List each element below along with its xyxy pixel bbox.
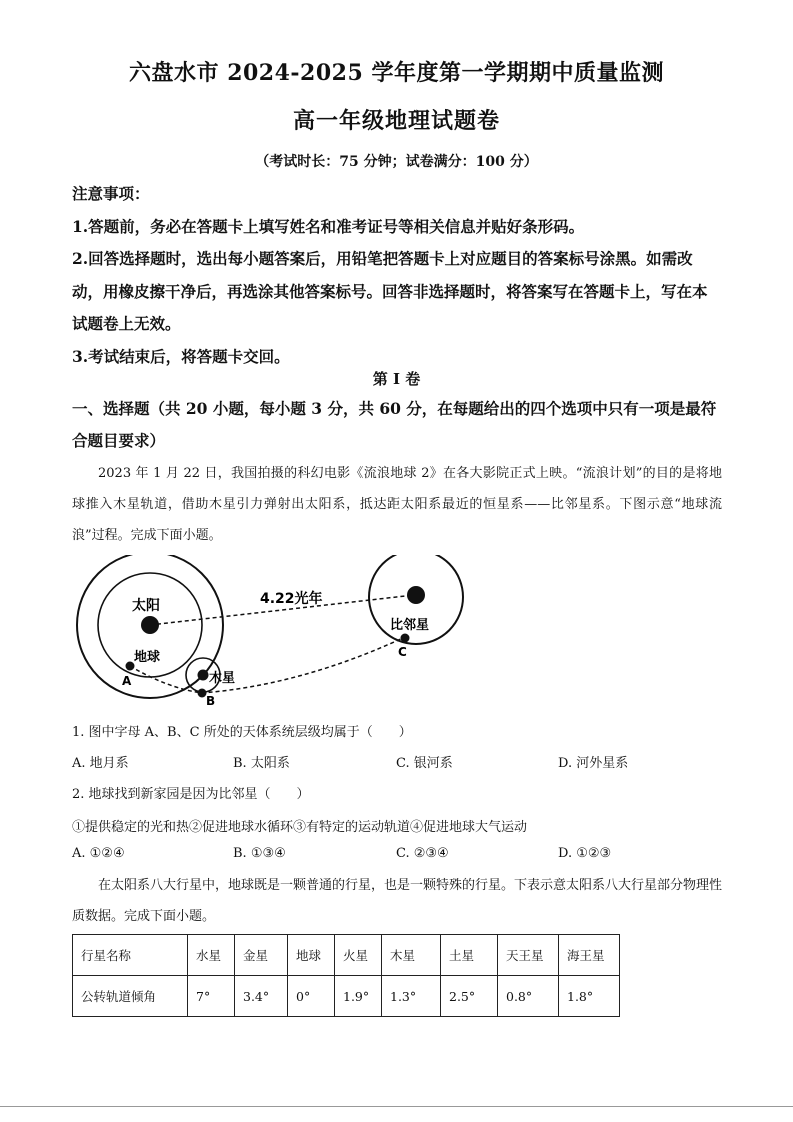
table-cell: 0° bbox=[288, 976, 335, 1017]
notes-item-1: 1.答题前，务必在答题卡上填写姓名和准考证号等相关信息并贴好条形码。 bbox=[72, 216, 585, 236]
section-heading: 一、选择题（共 20 小题，每小题 3 分，共 60 分，在每题给出的四个选项中只有一项是最符合题目要求） bbox=[72, 399, 717, 450]
q1-stem: 1. 图中字母 A、B、C 所处的天体系统层级均属于（ ） bbox=[72, 725, 412, 740]
point-c-label: C bbox=[398, 645, 407, 659]
distance-label: 4.22光年 bbox=[260, 591, 323, 607]
point-a-label: A bbox=[122, 674, 132, 688]
earth-label: 地球 bbox=[134, 650, 161, 665]
notes-heading: 注意事项： bbox=[72, 184, 150, 203]
table-cell: 3.4° bbox=[235, 976, 288, 1017]
notes-section bbox=[72, 178, 720, 373]
table-row bbox=[73, 976, 620, 1017]
point-c-dot bbox=[401, 634, 410, 643]
exam-info: （考试时长：75 分钟；试卷满分：100 分） bbox=[255, 154, 538, 170]
table-cell: 天王星 bbox=[498, 935, 559, 976]
sun-dot bbox=[141, 616, 159, 634]
exam-subtitle: 高一年级地理试题卷 bbox=[292, 108, 500, 134]
table-cell: 木星 bbox=[382, 935, 441, 976]
table-cell: 土星 bbox=[441, 935, 498, 976]
table-cell: 1.9° bbox=[335, 976, 382, 1017]
proxima-label: 比邻星 bbox=[390, 618, 430, 633]
table-header-row bbox=[73, 935, 620, 976]
q1-option-c: C. 银河系 bbox=[396, 756, 453, 771]
q2-stem: 2. 地球找到新家园是因为比邻星（ ） bbox=[72, 787, 310, 802]
table-cell: 7° bbox=[188, 976, 235, 1017]
page-bottom-rule bbox=[0, 1106, 793, 1107]
q2-option-d: D. ①②③ bbox=[558, 846, 612, 861]
q2-option-a: A. ①②④ bbox=[72, 846, 125, 861]
table-cell: 水星 bbox=[188, 935, 235, 976]
point-b-label: B bbox=[206, 694, 216, 705]
table-cell: 金星 bbox=[235, 935, 288, 976]
exam-title: 六盘水市 2024-2025 学年度第一学期期中质量监测 bbox=[129, 60, 664, 86]
volume-label: 第 I 卷 bbox=[372, 370, 421, 388]
q1-option-d: D. 河外星系 bbox=[558, 756, 629, 771]
q1-option-b: B. 太阳系 bbox=[233, 756, 290, 771]
notes-item-3: 3.考试结束后，将答题卡交回。 bbox=[72, 346, 290, 366]
proxima-dot bbox=[407, 586, 425, 604]
q2-option-b: B. ①③④ bbox=[233, 846, 286, 861]
planet-table bbox=[72, 934, 620, 1017]
jupiter-dot bbox=[198, 670, 209, 681]
q2-items: ①提供稳定的光和热②促进地球水循环③有特定的运动轨道④促进地球大气运动 bbox=[72, 820, 528, 835]
table-cell: 0.8° bbox=[498, 976, 559, 1017]
table-cell: 行星名称 bbox=[73, 935, 188, 976]
table-cell: 公转轨道倾角 bbox=[73, 976, 188, 1017]
passage-2: 在太阳系八大行星中，地球既是一颗普通的行星，也是一颗特殊的行星。下表示意太阳系八大行星部分物理性质数据。完成下面小题。 bbox=[72, 878, 723, 924]
notes-item-2: 2.回答选择题时，选出每小题答案后，用铅笔把答题卡上对应题目的答案标号涂黑。如需改动，用橡皮擦干净后，再选涂其他答案标号。回答非选择题时，将答案写在答题卡上，写在本试题卷上无效。 bbox=[72, 249, 708, 333]
earth-wandering-diagram bbox=[72, 555, 472, 705]
table-cell: 2.5° bbox=[441, 976, 498, 1017]
wandering-path bbox=[130, 637, 405, 693]
table-cell: 1.3° bbox=[382, 976, 441, 1017]
table-cell: 1.8° bbox=[559, 976, 620, 1017]
table-cell: 火星 bbox=[335, 935, 382, 976]
sun-label: 太阳 bbox=[132, 598, 160, 614]
passage-1: 2023 年 1 月 22 日，我国拍摄的科幻电影《流浪地球 2》在各大影院正式上映。“流浪计划”的目的是将地球推入木星轨道，借助木星引力弹射出太阳系，抵达距太阳系最近的恒星系——比邻星系。下图示意“地球流浪”过程。完成下面小题。 bbox=[72, 466, 722, 543]
q1-option-a: A. 地月系 bbox=[72, 756, 129, 771]
table-cell: 海王星 bbox=[559, 935, 620, 976]
q2-option-c: C. ②③④ bbox=[396, 846, 449, 861]
jupiter-label: 木星 bbox=[209, 671, 236, 686]
table-cell: 地球 bbox=[288, 935, 335, 976]
